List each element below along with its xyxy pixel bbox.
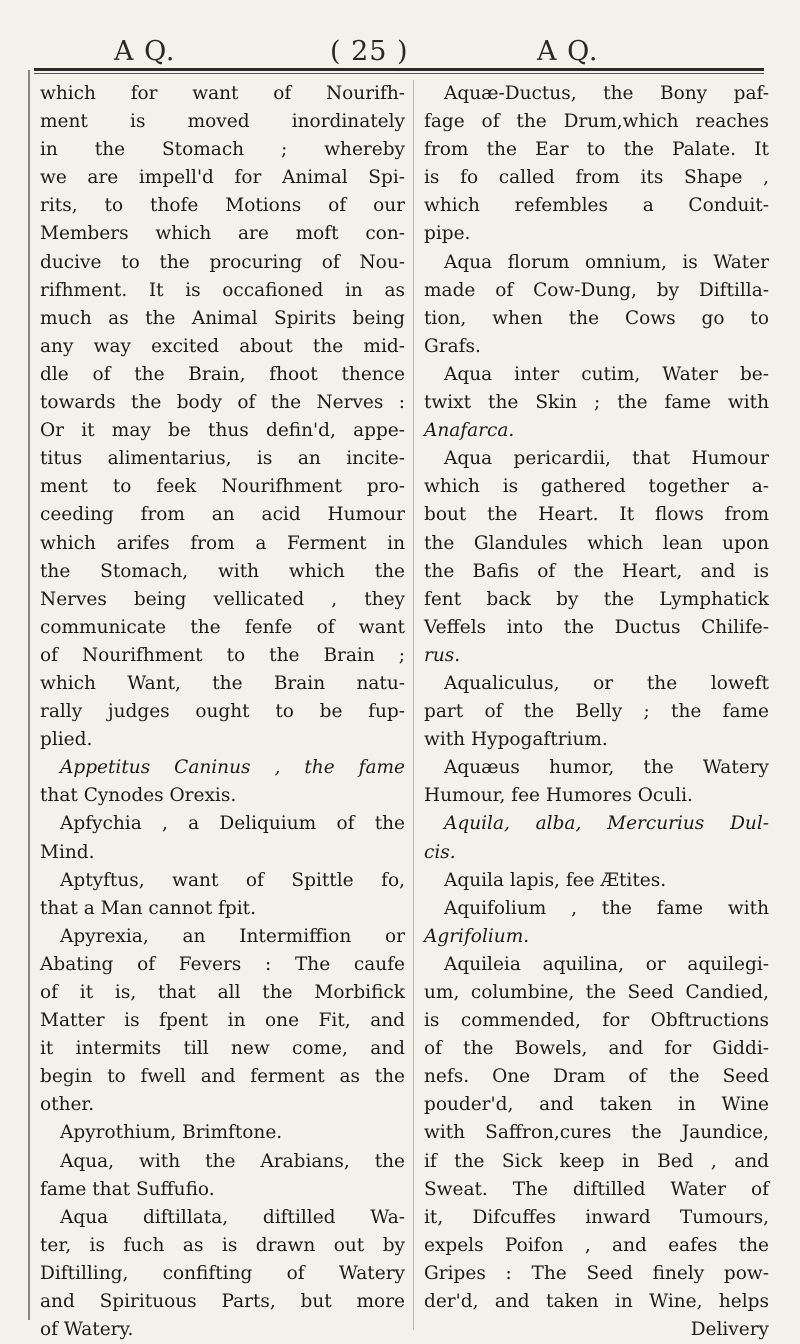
- text-line: ter, is fuch as is drawn out by: [40, 1234, 405, 1256]
- entry-line: Aqua diftillata, diftilled Wa-: [60, 1206, 405, 1228]
- text-line: ment to feek Nourifhment pro-: [40, 476, 405, 498]
- text-line: that a Man cannot fpit.: [40, 897, 256, 919]
- page-edge-rule: [28, 70, 30, 1320]
- text-line: which Want, the Brain natu-: [40, 672, 405, 694]
- text-line: um, columbine, the Seed Candied,: [424, 982, 769, 1003]
- text-line: the Glandules which lean upon: [424, 532, 769, 554]
- text-line: the Bafis of the Heart, and is: [424, 560, 769, 582]
- text-line: of it is, that all the Morbifick: [40, 982, 405, 1003]
- text-line: rus.: [424, 644, 461, 666]
- entry-line: Apfychia , a Deliquium of the: [60, 813, 405, 835]
- text-line: rits, to thofe Motions of our: [40, 195, 405, 217]
- text-line: ducive to the procuring of Nou-: [40, 251, 405, 273]
- entry-line: Aqua, with the Arabians, the: [60, 1150, 405, 1172]
- entry-line: Apyrexia, an Intermiffion or: [60, 925, 405, 947]
- column-divider: [413, 80, 414, 1330]
- text-line: Abating of Fevers : The caufe: [40, 953, 405, 975]
- text-line: Matter is fpent in one Fit, and: [40, 1010, 405, 1032]
- text-line: which refembles a Conduit-: [424, 195, 769, 217]
- text-line: Diftilling, confifting of Watery: [40, 1262, 405, 1284]
- text-line: ceeding from an acid Humour: [40, 504, 405, 526]
- text-line: nefs. One Dram of the Seed: [424, 1066, 769, 1088]
- text-line: pipe.: [424, 223, 471, 245]
- text-line: made of Cow-Dung, by Diftilla-: [424, 279, 769, 301]
- entry-line: Aqua inter cutim, Water be-: [444, 363, 769, 385]
- entry-line: Aquæus humor, the Watery: [444, 757, 769, 779]
- text-line: which arifes from a Ferment in: [40, 532, 405, 554]
- text-line: Humour, fee Humores Oculi.: [424, 785, 693, 807]
- text-line: of Watery.: [40, 1319, 134, 1341]
- text-line: pouder'd, and taken in Wine: [424, 1094, 769, 1116]
- page-number: ( 25 ): [330, 36, 409, 67]
- text-line: which is gathered together a-: [424, 476, 769, 498]
- entry-line: Aqualiculus, or the loweft: [444, 672, 769, 694]
- entry-line: Aquila lapis, fee Ætites.: [444, 869, 667, 891]
- text-line: the Stomach, with which the: [40, 560, 405, 582]
- entry-line: Aqua florum omnium, is Water: [444, 251, 769, 273]
- text-line: with Hypogaftrium.: [424, 729, 608, 751]
- text-line: any way excited about the mid-: [40, 335, 405, 357]
- entry-line: Apyrothium, Brimftone.: [60, 1122, 283, 1144]
- text-line: of Nourifhment to the Brain ;: [40, 644, 405, 666]
- text-line: Grafs.: [424, 335, 481, 357]
- catchword: Delivery: [690, 1319, 769, 1341]
- entry-line: Aquileia aquilina, or aquilegi-: [444, 953, 769, 975]
- text-line: cis.: [424, 841, 456, 863]
- header-left-catchword: A Q.: [114, 36, 176, 67]
- text-line: communicate the fenfe of want: [40, 616, 405, 638]
- text-line: dle of the Brain, fhoot thence: [40, 363, 405, 385]
- text-line: of the Bowels, and for Giddi-: [424, 1038, 769, 1060]
- text-line: other.: [40, 1094, 95, 1116]
- text-line: begin to fwell and ferment as the: [40, 1066, 405, 1088]
- text-line: expels Poifon , and eafes the: [424, 1234, 769, 1256]
- text-line: titus alimentarius, is an incite-: [40, 448, 405, 470]
- text-line: which for want of Nourifh-: [40, 83, 405, 104]
- text-line: fame that Suffufio.: [40, 1178, 215, 1200]
- entry-line: Aqua pericardii, that Humour: [444, 448, 769, 470]
- text-line: Gripes : The Seed finely pow-: [424, 1262, 769, 1284]
- text-line: it, Difcuffes inward Tumours,: [424, 1206, 769, 1228]
- entry-line: Aquæ-Ductus, the Bony paf-: [444, 83, 769, 104]
- right-column: [424, 80, 769, 1344]
- text-line: tion, when the Cows go to: [424, 307, 769, 329]
- header-rule-thin: [34, 73, 764, 74]
- entry-line: Appetitus Caninus , the fame: [60, 757, 405, 779]
- text-line: part of the Belly ; the fame: [424, 701, 769, 723]
- text-line: in the Stomach ; whereby: [40, 139, 405, 161]
- text-line: rally judges ought to be fup-: [40, 701, 405, 723]
- left-column: [40, 80, 405, 1344]
- text-line: Members which are moft con-: [40, 223, 405, 245]
- text-line: twixt the Skin ; the fame with: [424, 392, 769, 414]
- text-line: towards the body of the Nerves :: [40, 392, 405, 414]
- text-line: and Spirituous Parts, but more: [40, 1291, 405, 1313]
- text-line: it intermits till new come, and: [40, 1038, 405, 1060]
- text-line: if the Sick keep in Bed , and: [424, 1150, 769, 1172]
- header-right-catchword: A Q.: [537, 36, 599, 67]
- text-line: Mind.: [40, 841, 95, 863]
- text-line: from the Ear to the Palate. It: [424, 139, 769, 161]
- entry-line: Aquifolium , the fame with: [444, 897, 769, 919]
- text-line: fage of the Drum,which reaches: [424, 111, 769, 133]
- text-line: much as the Animal Spirits being: [40, 307, 405, 329]
- text-line: rifhment. It is occafioned in as: [40, 279, 405, 301]
- text-line: fent back by the Lymphatick: [424, 588, 769, 610]
- text-line: ment is moved inordinately: [40, 111, 405, 133]
- text-line: Nerves being vellicated , they: [40, 588, 405, 610]
- text-line: with Saffron,cures the Jaundice,: [424, 1122, 769, 1144]
- entry-line: Aquila, alba, Mercurius Dul-: [444, 813, 769, 835]
- header-rule: [34, 68, 764, 71]
- text-line: that Cynodes Orexis.: [40, 785, 237, 807]
- text-line: Anafarca.: [424, 420, 515, 442]
- text-line: der'd, and taken in Wine, helps: [424, 1291, 769, 1313]
- entry-line: Aptyftus, want of Spittle fo,: [60, 869, 405, 891]
- text-line: is fo called from its Shape ,: [424, 167, 769, 189]
- text-line: Veffels into the Ductus Chilife-: [424, 616, 769, 638]
- text-line: we are impell'd for Animal Spi-: [40, 167, 405, 189]
- text-line: Sweat. The diftilled Water of: [424, 1178, 769, 1200]
- text-line: bout the Heart. It flows from: [424, 504, 769, 526]
- text-line: plied.: [40, 729, 93, 751]
- text-line: Or it may be thus defin'd, appe-: [40, 420, 405, 442]
- text-line: is commended, for Obftructions: [424, 1010, 769, 1032]
- text-line: Agrifolium.: [424, 925, 530, 947]
